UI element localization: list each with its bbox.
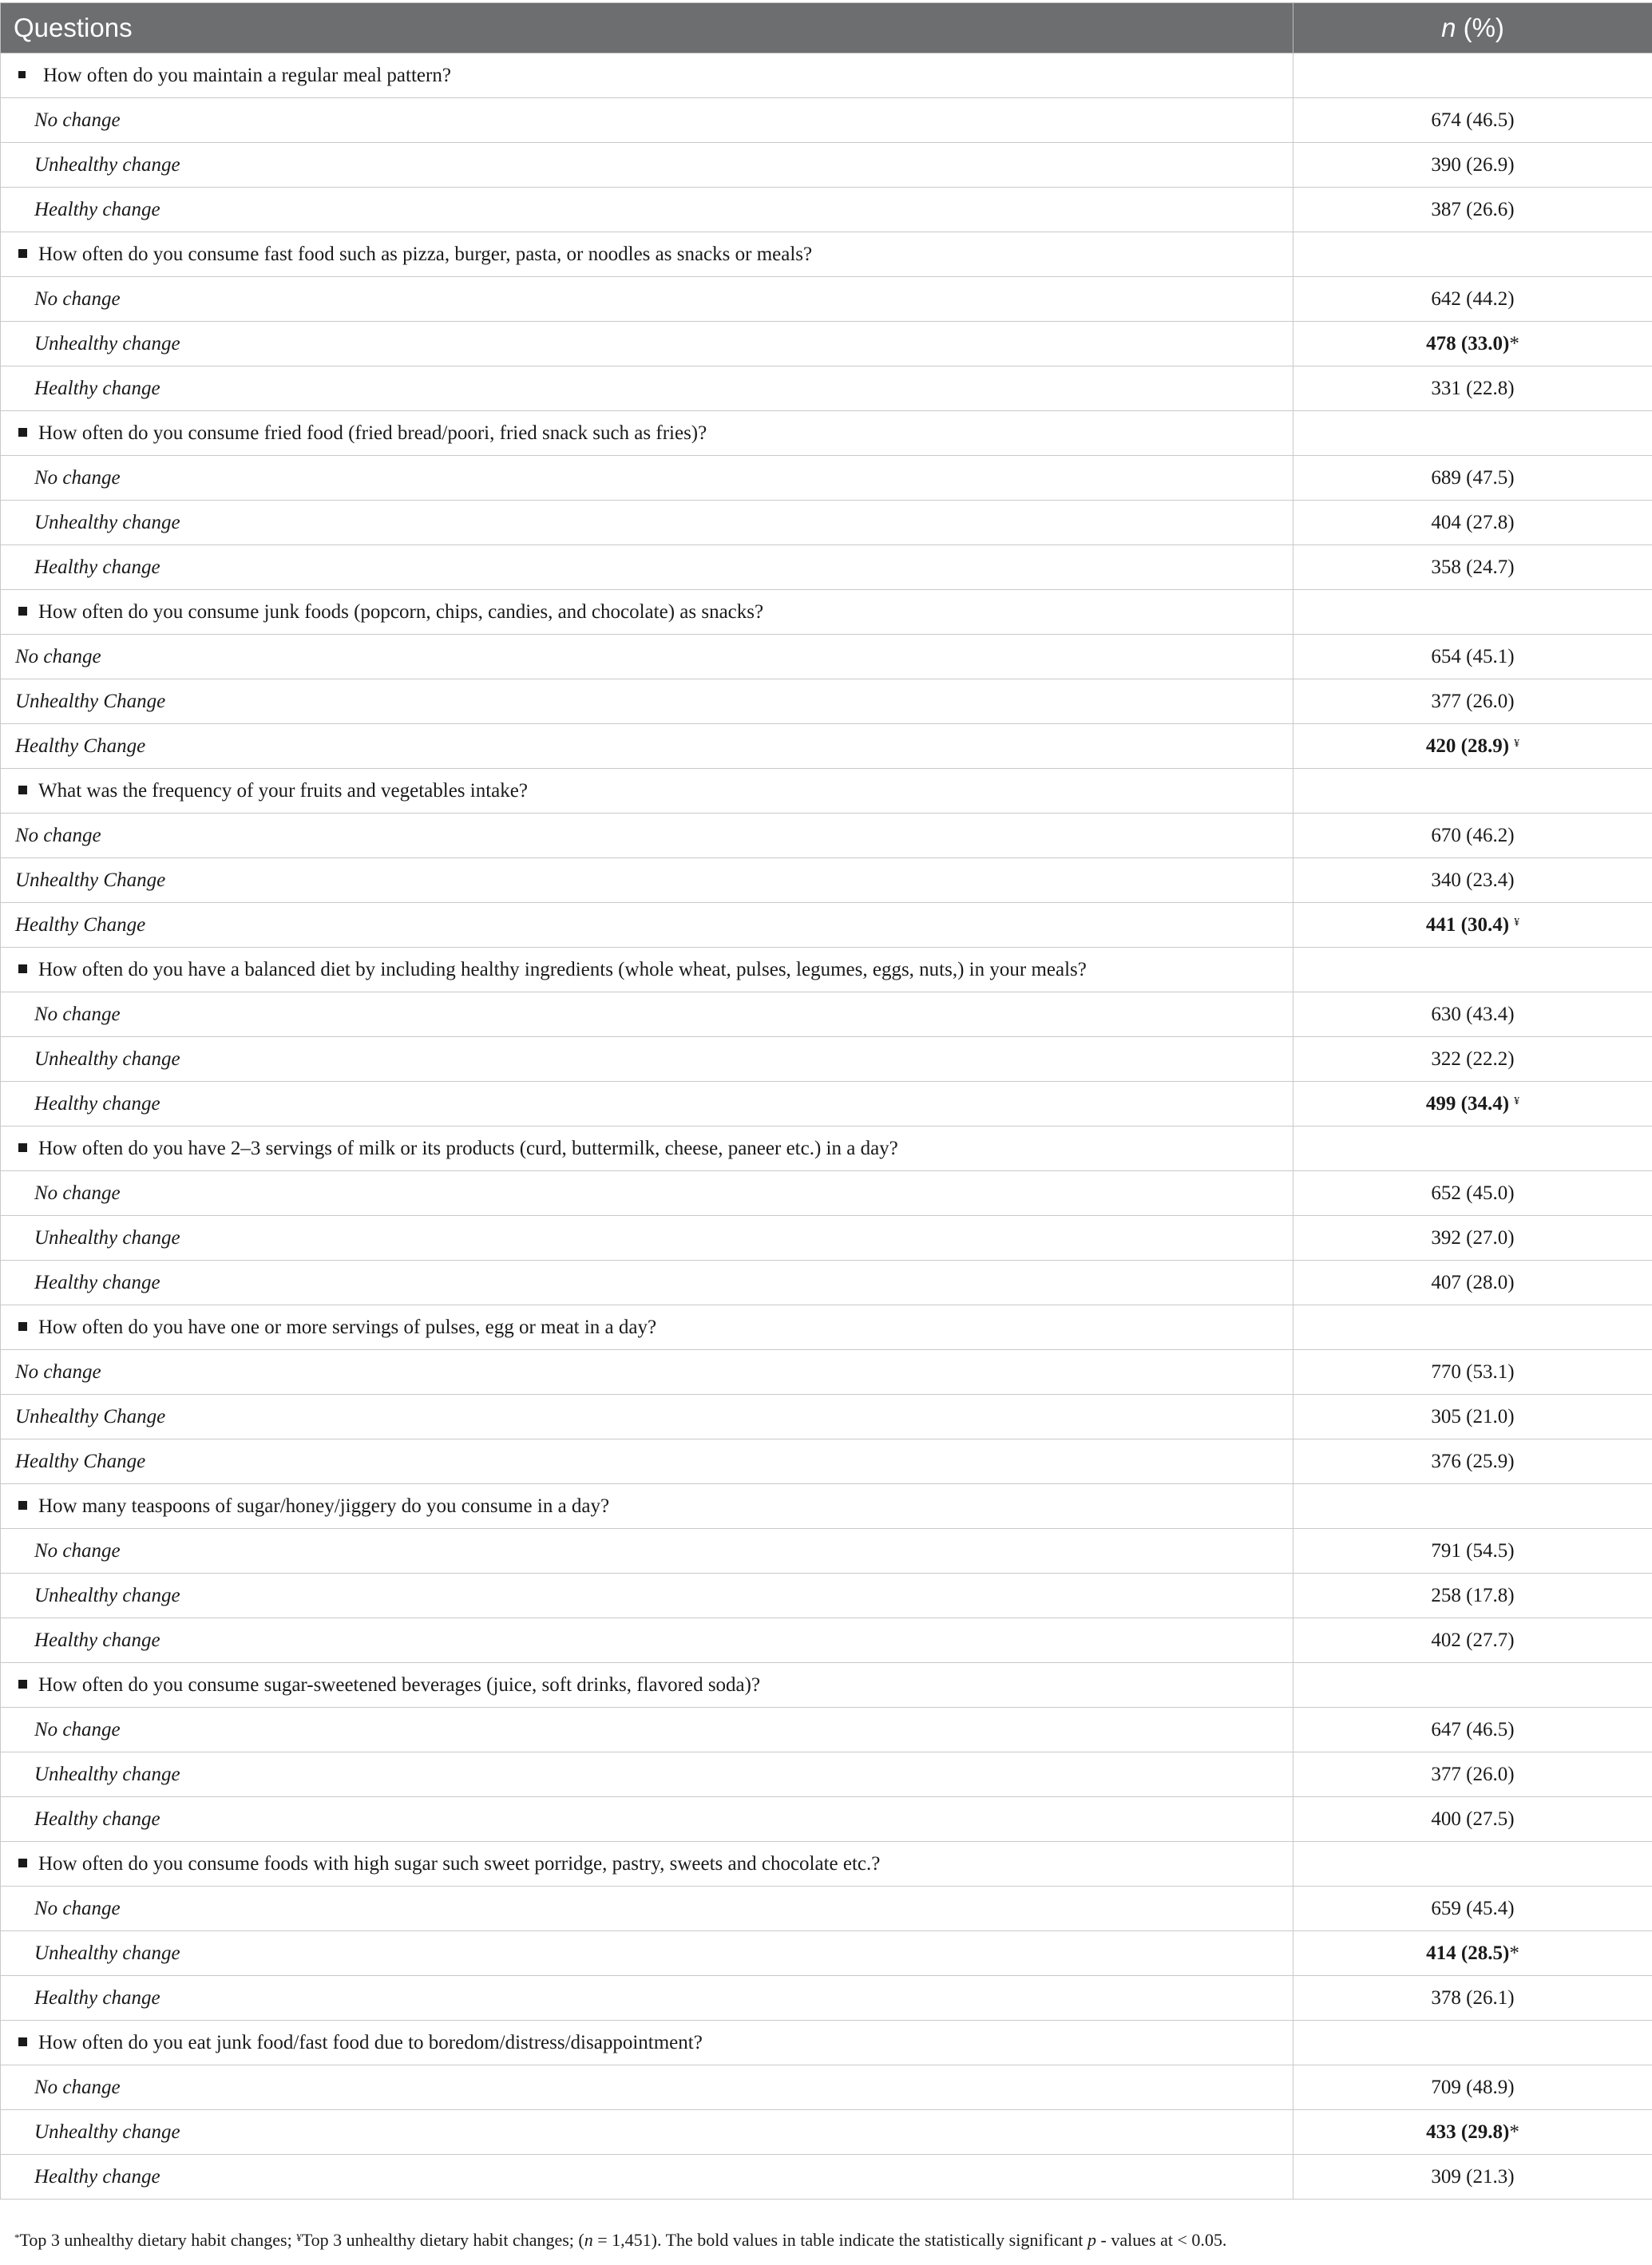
option-value: 499 (34.4) <box>1425 1092 1510 1115</box>
question-cell <box>1 232 1293 277</box>
option-value: 305 (21.0) <box>1431 1405 1515 1428</box>
question-text: How often do you consume foods with high sugar such sweet porridge, pastry, sweets and chocolate etc.? <box>38 1852 881 1875</box>
option-label: Unhealthy change <box>1 1752 1293 1797</box>
option-value: 433 (29.8) <box>1426 2120 1510 2143</box>
question-value-cell <box>1293 1663 1652 1708</box>
question-text: How often do you consume sugar-sweetened beverages (juice, soft drinks, flavored soda)? <box>38 1673 761 1696</box>
yen-mark: ¥ <box>1514 1095 1520 1107</box>
option-label: Unhealthy change <box>1 2110 1293 2155</box>
question-text: What was the frequency of your fruits and vegetables intake? <box>38 779 528 802</box>
option-value-cell <box>1293 1708 1652 1752</box>
question-text: How often do you consume junk foods (popcorn, chips, candies, and chocolate) as snacks? <box>38 600 764 623</box>
option-value: 387 (26.6) <box>1431 198 1515 220</box>
option-value-cell <box>1293 1082 1652 1127</box>
option-row <box>1 1887 1652 1931</box>
option-label: No change <box>1 1529 1293 1574</box>
option-value: 378 (26.1) <box>1431 1986 1515 2009</box>
option-row <box>1 1976 1652 2021</box>
square-bullet-icon <box>18 1322 27 1331</box>
option-value-cell <box>1293 724 1652 769</box>
option-label: No change <box>1 1350 1293 1395</box>
option-value-cell <box>1293 2065 1652 2110</box>
option-label: Unhealthy change <box>1 501 1293 545</box>
question-value-cell <box>1293 2021 1652 2065</box>
option-value-cell <box>1293 1439 1652 1484</box>
question-row <box>1 948 1652 992</box>
option-value: 309 (21.3) <box>1431 2165 1515 2188</box>
option-value: 258 (17.8) <box>1431 1584 1515 1606</box>
option-label: No change <box>1 277 1293 322</box>
question-cell <box>1 1842 1293 1887</box>
question-row <box>1 1127 1652 1171</box>
table-header-row <box>1 3 1652 53</box>
option-value: 689 (47.5) <box>1431 466 1515 489</box>
option-value-cell <box>1293 1037 1652 1082</box>
option-row <box>1 366 1652 411</box>
option-row <box>1 1618 1652 1663</box>
option-value: 441 (30.4) <box>1425 913 1510 936</box>
option-value-cell <box>1293 1350 1652 1395</box>
question-row <box>1 232 1652 277</box>
option-label: No change <box>1 992 1293 1037</box>
option-label: Unhealthy change <box>1 1216 1293 1261</box>
header-n-percent <box>1293 3 1652 53</box>
footnote-n: n <box>584 2230 593 2250</box>
dietary-habits-table <box>0 2 1652 2200</box>
option-row <box>1 277 1652 322</box>
option-label: Unhealthy Change <box>1 858 1293 903</box>
option-value-cell <box>1293 1529 1652 1574</box>
option-value-cell <box>1293 1976 1652 2021</box>
question-value-cell <box>1293 948 1652 992</box>
option-label: Healthy change <box>1 1976 1293 2021</box>
option-row <box>1 1350 1652 1395</box>
option-row <box>1 1752 1652 1797</box>
option-value-cell <box>1293 1395 1652 1439</box>
square-bullet-icon <box>18 1859 27 1867</box>
option-value-cell <box>1293 1887 1652 1931</box>
option-value: 358 (24.7) <box>1431 556 1515 578</box>
square-bullet-icon <box>18 607 27 616</box>
question-row <box>1 769 1652 814</box>
option-value-cell <box>1293 1618 1652 1663</box>
option-row <box>1 2065 1652 2110</box>
option-label: Healthy Change <box>1 1439 1293 1484</box>
option-row <box>1 2155 1652 2200</box>
question-value-cell <box>1293 1127 1652 1171</box>
option-value: 322 (22.2) <box>1431 1047 1515 1070</box>
question-row <box>1 1663 1652 1708</box>
option-value-cell <box>1293 679 1652 724</box>
question-cell <box>1 1305 1293 1350</box>
option-row <box>1 1171 1652 1216</box>
option-label: Healthy Change <box>1 724 1293 769</box>
option-label: Unhealthy change <box>1 143 1293 188</box>
option-row <box>1 992 1652 1037</box>
option-label: No change <box>1 1171 1293 1216</box>
option-row <box>1 1797 1652 1842</box>
square-bullet-icon <box>18 1143 27 1152</box>
option-value: 652 (45.0) <box>1431 1182 1515 1204</box>
option-value: 376 (25.9) <box>1431 1450 1515 1472</box>
question-text: How often do you eat junk food/fast food due to boredom/distress/disappointment? <box>38 2031 703 2053</box>
option-label: Unhealthy change <box>1 322 1293 366</box>
question-row <box>1 411 1652 456</box>
option-row <box>1 1439 1652 1484</box>
question-cell <box>1 948 1293 992</box>
option-label: Healthy change <box>1 1618 1293 1663</box>
option-value: 404 (27.8) <box>1431 511 1515 533</box>
option-row <box>1 143 1652 188</box>
question-text: How often do you have a balanced diet by including healthy ingredients (whole wheat, pulses, legumes, eggs, nuts,) in your meals? <box>38 958 1087 980</box>
option-label: Healthy change <box>1 1082 1293 1127</box>
square-bullet-icon <box>18 786 27 794</box>
question-cell <box>1 1127 1293 1171</box>
option-value-cell <box>1293 858 1652 903</box>
option-value: 791 (54.5) <box>1431 1539 1515 1562</box>
option-row <box>1 456 1652 501</box>
option-value-cell <box>1293 1261 1652 1305</box>
option-value: 402 (27.7) <box>1431 1629 1515 1651</box>
option-value-cell <box>1293 1797 1652 1842</box>
question-value-cell <box>1293 1484 1652 1529</box>
option-label: No change <box>1 98 1293 143</box>
question-value-cell <box>1293 411 1652 456</box>
option-label: Healthy change <box>1 2155 1293 2200</box>
yen-mark: ¥ <box>1514 737 1520 750</box>
question-cell <box>1 2021 1293 2065</box>
option-value: 642 (44.2) <box>1431 287 1515 310</box>
option-value: 647 (46.5) <box>1431 1718 1515 1740</box>
footnote-text-1: Top 3 unhealthy dietary habit changes; <box>19 2230 297 2250</box>
option-value: 407 (28.0) <box>1431 1271 1515 1293</box>
square-bullet-icon <box>18 1501 27 1510</box>
question-text: How many teaspoons of sugar/honey/jiggery do you consume in a day? <box>38 1495 610 1517</box>
option-label: No change <box>1 456 1293 501</box>
option-row <box>1 1395 1652 1439</box>
option-value: 400 (27.5) <box>1431 1808 1515 1830</box>
option-label: No change <box>1 1887 1293 1931</box>
option-label: No change <box>1 1708 1293 1752</box>
option-row <box>1 1529 1652 1574</box>
footnote-mark-yen: ¥ <box>296 2231 302 2243</box>
square-bullet-icon <box>18 71 26 78</box>
asterisk-mark: * <box>1509 2120 1519 2143</box>
option-label: No change <box>1 635 1293 679</box>
question-value-cell <box>1293 590 1652 635</box>
option-value: 770 (53.1) <box>1431 1360 1515 1383</box>
question-cell <box>1 53 1293 98</box>
question-row <box>1 1305 1652 1350</box>
option-row <box>1 724 1652 769</box>
option-label: No change <box>1 814 1293 858</box>
question-text: How often do you consume fast food such as pizza, burger, pasta, or noodles as snacks or meals? <box>38 243 813 265</box>
option-row <box>1 858 1652 903</box>
question-row <box>1 53 1652 98</box>
option-value-cell <box>1293 1931 1652 1976</box>
option-label: No change <box>1 2065 1293 2110</box>
option-value-cell <box>1293 1171 1652 1216</box>
header-percent: (%) <box>1456 13 1504 42</box>
square-bullet-icon <box>18 964 27 973</box>
question-text: How often do you have 2–3 servings of milk or its products (curd, buttermilk, cheese, paneer etc.) in a day? <box>38 1137 898 1159</box>
question-value-cell <box>1293 769 1652 814</box>
footnote-p: p <box>1087 2230 1097 2250</box>
option-value-cell <box>1293 501 1652 545</box>
option-value-cell <box>1293 1216 1652 1261</box>
option-value: 674 (46.5) <box>1431 109 1515 131</box>
option-label: Unhealthy change <box>1 1037 1293 1082</box>
option-value-cell <box>1293 322 1652 366</box>
option-row <box>1 322 1652 366</box>
option-label: Unhealthy change <box>1 1931 1293 1976</box>
option-value: 670 (46.2) <box>1431 824 1515 846</box>
square-bullet-icon <box>18 428 27 437</box>
option-value-cell <box>1293 188 1652 232</box>
asterisk-mark: * <box>1509 332 1519 354</box>
option-value-cell <box>1293 903 1652 948</box>
option-value-cell <box>1293 456 1652 501</box>
option-value: 392 (27.0) <box>1431 1226 1515 1249</box>
option-value-cell <box>1293 2155 1652 2200</box>
footnote-text-3: = 1,451). The bold values in table indicate the statistically significant <box>592 2230 1088 2250</box>
option-value-cell <box>1293 814 1652 858</box>
option-value: 420 (28.9) <box>1425 735 1510 757</box>
header-n: n <box>1441 13 1456 42</box>
question-cell <box>1 769 1293 814</box>
option-value-cell <box>1293 2110 1652 2155</box>
option-value-cell <box>1293 545 1652 590</box>
option-row <box>1 903 1652 948</box>
option-row <box>1 1708 1652 1752</box>
option-row <box>1 1261 1652 1305</box>
square-bullet-icon <box>18 249 27 258</box>
question-value-cell <box>1293 1305 1652 1350</box>
table-body <box>1 53 1652 2200</box>
option-row <box>1 501 1652 545</box>
option-row <box>1 1037 1652 1082</box>
option-value: 630 (43.4) <box>1431 1003 1515 1025</box>
option-label: Healthy change <box>1 545 1293 590</box>
question-text: How often do you have one or more servings of pulses, egg or meat in a day? <box>38 1316 657 1338</box>
option-value-cell <box>1293 366 1652 411</box>
question-text: How often do you maintain a regular meal pattern? <box>43 64 451 86</box>
table-footnote <box>14 2230 1643 2251</box>
footnote-text-4: - values at < 0.05. <box>1096 2230 1227 2250</box>
option-row <box>1 98 1652 143</box>
option-value: 414 (28.5) <box>1426 1942 1510 1964</box>
option-label: Healthy change <box>1 1261 1293 1305</box>
question-cell <box>1 1484 1293 1529</box>
option-row <box>1 545 1652 590</box>
question-row <box>1 1842 1652 1887</box>
option-value: 654 (45.1) <box>1431 645 1515 667</box>
option-label: Unhealthy Change <box>1 1395 1293 1439</box>
footnote-mark-asterisk: * <box>14 2231 20 2243</box>
question-cell <box>1 411 1293 456</box>
question-text: How often do you consume fried food (fried bread/poori, fried snack such as fries)? <box>38 422 707 444</box>
option-value-cell <box>1293 277 1652 322</box>
option-row <box>1 635 1652 679</box>
option-row <box>1 679 1652 724</box>
square-bullet-icon <box>18 1680 27 1689</box>
option-row <box>1 814 1652 858</box>
option-label: Unhealthy Change <box>1 679 1293 724</box>
option-value-cell <box>1293 143 1652 188</box>
option-value: 377 (26.0) <box>1431 1763 1515 1785</box>
option-value-cell <box>1293 1574 1652 1618</box>
option-value-cell <box>1293 98 1652 143</box>
option-value: 340 (23.4) <box>1431 869 1515 891</box>
option-label: Healthy change <box>1 1797 1293 1842</box>
question-row <box>1 2021 1652 2065</box>
question-value-cell <box>1293 53 1652 98</box>
option-label: Healthy Change <box>1 903 1293 948</box>
question-value-cell <box>1293 232 1652 277</box>
option-label: Healthy change <box>1 188 1293 232</box>
option-value-cell <box>1293 992 1652 1037</box>
footnote-text-2: Top 3 unhealthy dietary habit changes; ( <box>301 2230 584 2250</box>
option-row <box>1 1931 1652 1976</box>
square-bullet-icon <box>18 2037 27 2046</box>
option-row <box>1 188 1652 232</box>
option-value-cell <box>1293 1752 1652 1797</box>
option-row <box>1 1216 1652 1261</box>
option-value-cell <box>1293 635 1652 679</box>
question-value-cell <box>1293 1842 1652 1887</box>
option-row <box>1 1574 1652 1618</box>
header-questions: Questions <box>1 3 1293 53</box>
option-label: Healthy change <box>1 366 1293 411</box>
option-value: 377 (26.0) <box>1431 690 1515 712</box>
question-cell <box>1 1663 1293 1708</box>
option-value: 390 (26.9) <box>1431 153 1515 176</box>
option-row <box>1 1082 1652 1127</box>
option-value: 478 (33.0) <box>1426 332 1510 354</box>
option-value: 331 (22.8) <box>1431 377 1515 399</box>
asterisk-mark: * <box>1509 1942 1519 1964</box>
yen-mark: ¥ <box>1514 916 1520 929</box>
question-row <box>1 590 1652 635</box>
option-row <box>1 2110 1652 2155</box>
option-value: 709 (48.9) <box>1431 2076 1515 2098</box>
question-row <box>1 1484 1652 1529</box>
option-label: Unhealthy change <box>1 1574 1293 1618</box>
question-cell <box>1 590 1293 635</box>
option-value: 659 (45.4) <box>1431 1897 1515 1919</box>
